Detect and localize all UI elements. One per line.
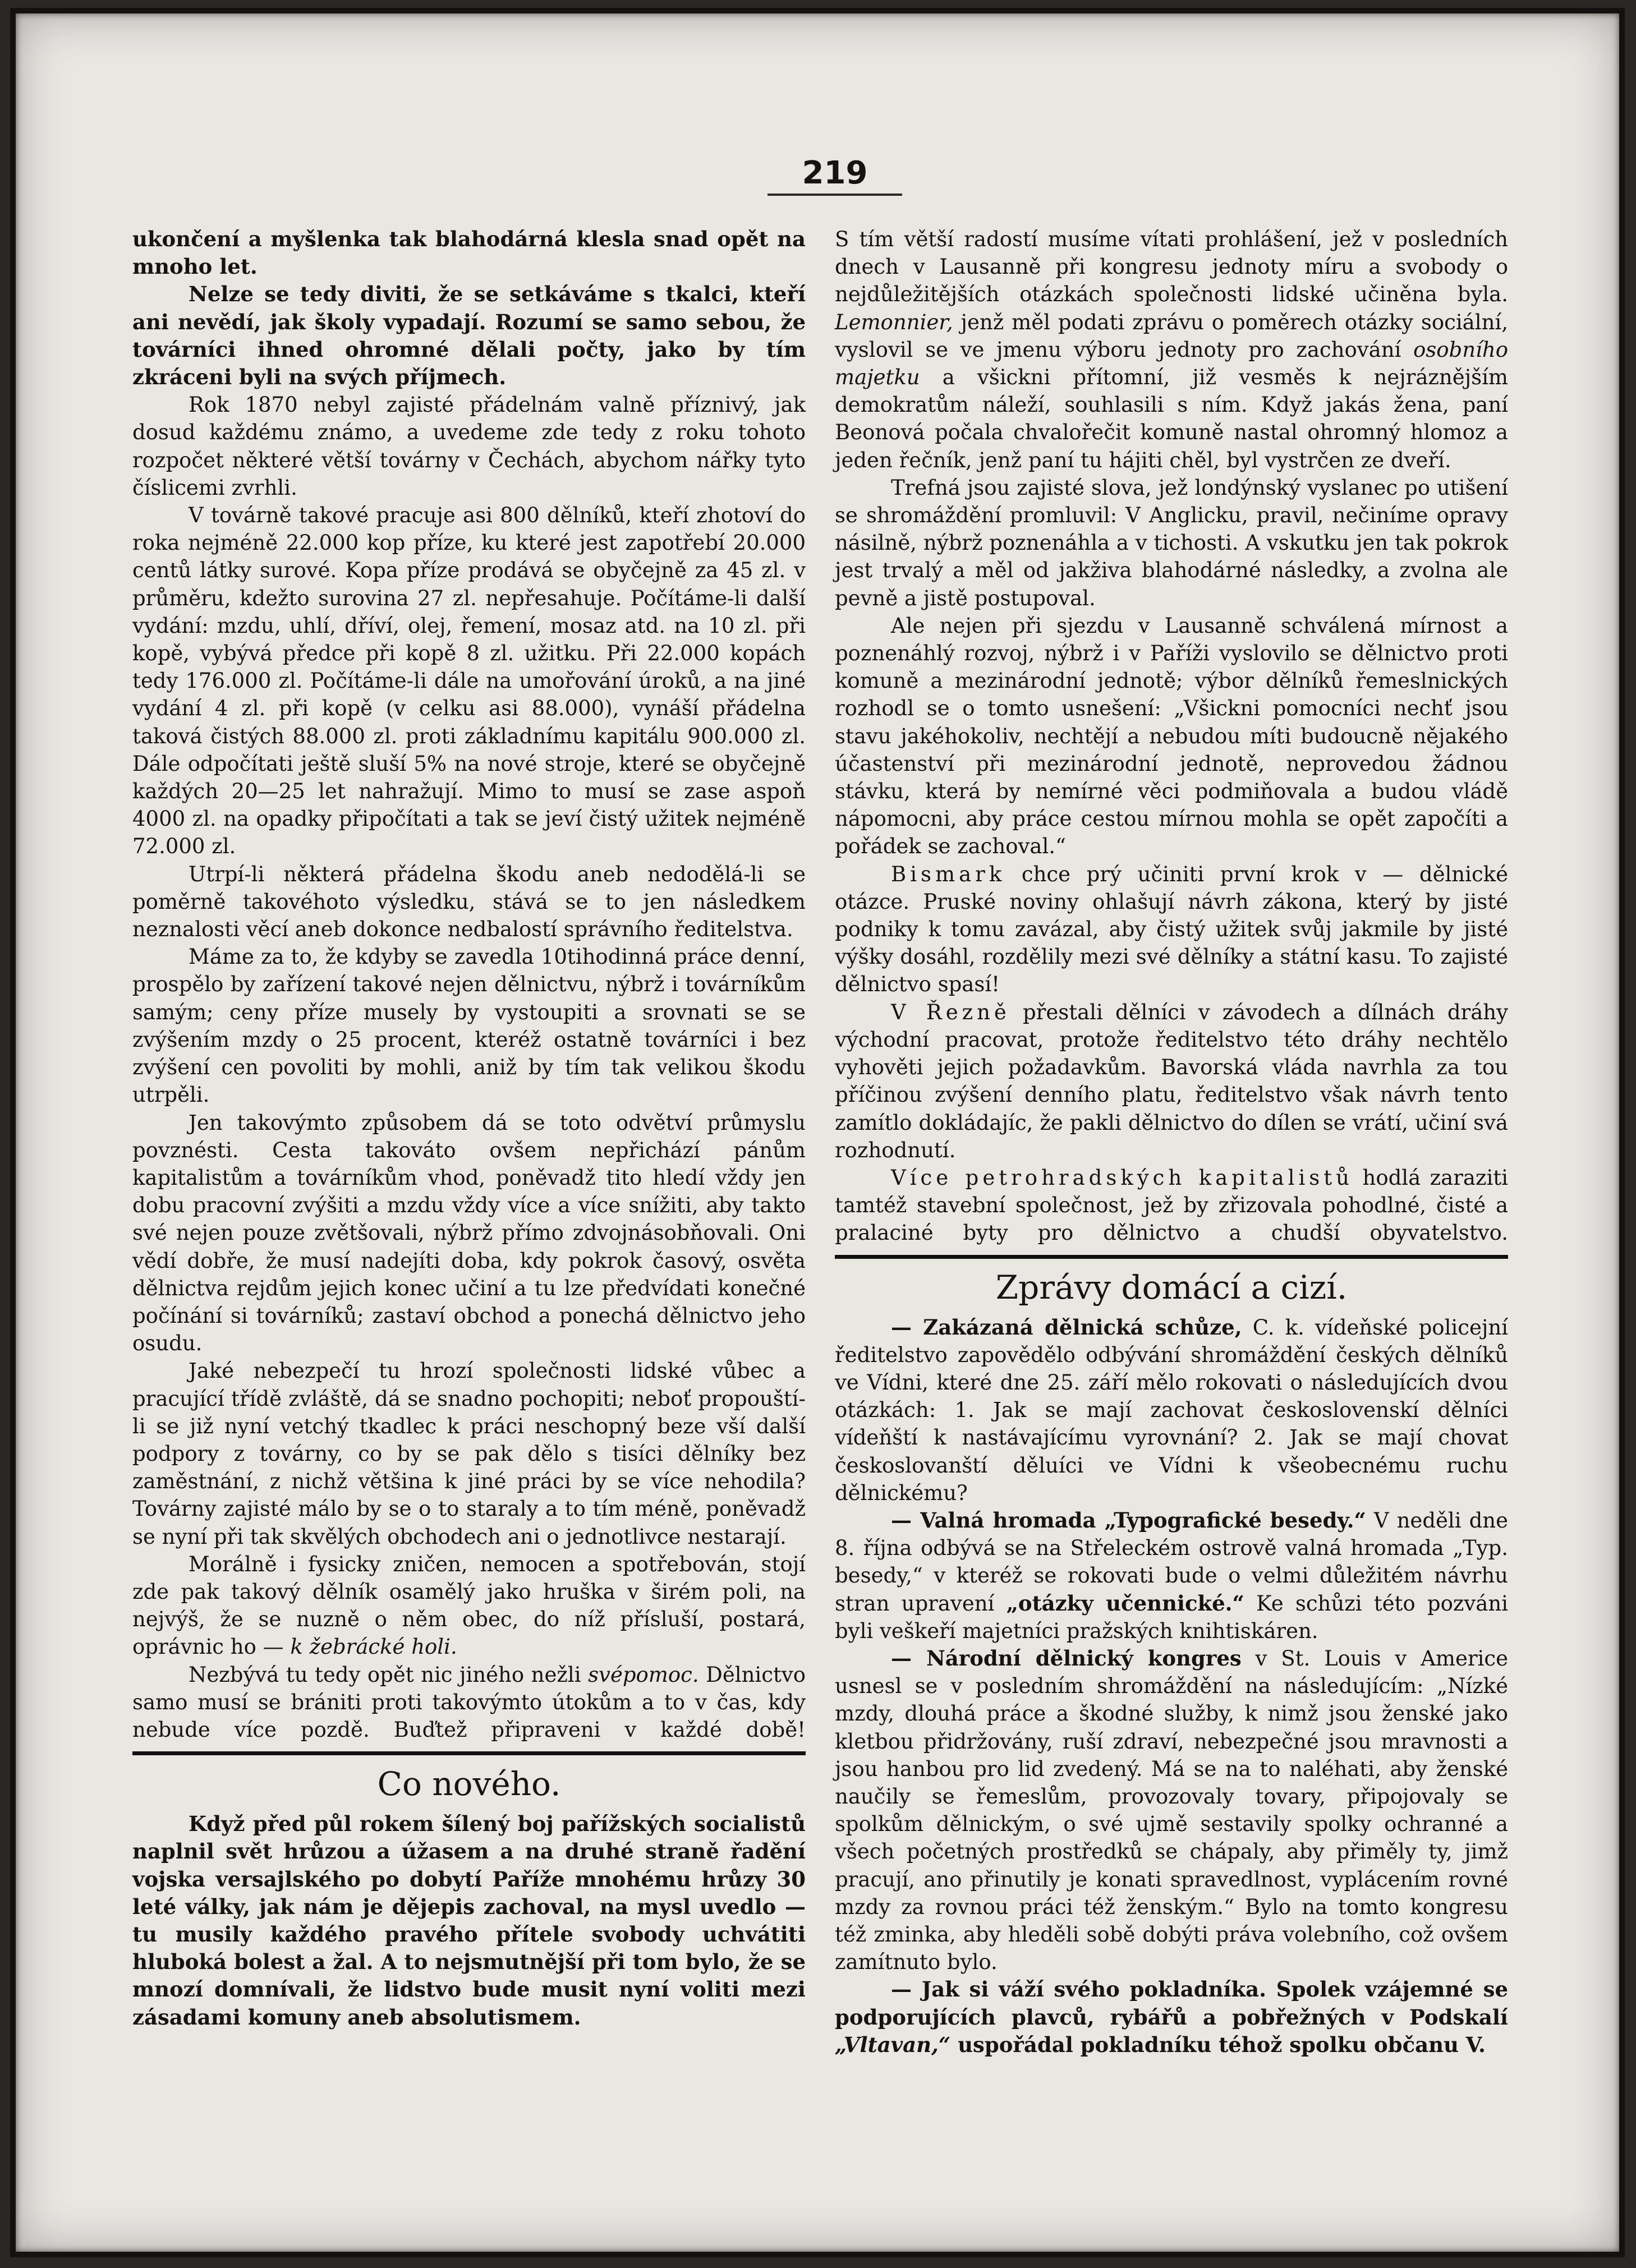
paragraph: ukončení a myšlenka tak blahodárná klesla snad opět na mnoho let. <box>132 227 806 279</box>
paragraph-text: jenž měl podati zprávu o poměrech otázky sociální, vyslovil se ve jmenu výboru jednoty pro zachování <box>835 310 1508 362</box>
paragraph-text: přestali dělníci v závodech a dílnách dráhy východní pracovat, protože ředitelstvo této dráhy nechtělo vyhověti jejich požadavkům. Bavorská vláda navrhla za tou příčinou zvýšení denního platu, ředitelstvo však návrh tento zamítlo dokládajíc, že pakli dělnictvo do dílen se vrátí, učiní svá rozhodnutí. <box>835 1000 1508 1162</box>
section-divider <box>835 1255 1508 1259</box>
paragraph-text: a všickni přítomní, již vesměs k nejráznějším demokratům náleží, souhlasili s ním. Když jakás žena, paní Beonová počala chvalořečit komuně nastal ohromný hlomoz a jeden řečník, jenž paní tu hájiti chěl, byl vystrčen ze dveří. <box>835 365 1508 472</box>
paragraph-text: S tím větší radostí musíme vítati prohlášení, jež v posledních dnech v Lausanně při kongresu jednoty míru a svobody o nejdůležitějších otázkách společnosti lidské učiněna byla. <box>835 227 1508 307</box>
paragraph <box>835 999 1508 1164</box>
paragraph-text: Dělnictvo samo musí se brániti proti takovýmto útokům a to v čas, kdy nebude více pozdě. Buďtež připraveni v každé době! <box>132 1662 806 1742</box>
news-item <box>835 1507 1508 1645</box>
news-title: — Valná hromada „Typografické besedy.“ <box>891 1507 1366 1533</box>
news-text: uspořádal pokladníku téhož spolku občanu V. <box>958 2032 1486 2057</box>
spaced-name: V Řezně <box>891 1000 1010 1024</box>
news-item <box>835 1645 1508 1976</box>
news-text: V neděli dne 8. října odbývá se na Střeleckém ostrově valná hromada „Typ. besedy,“ v kteréž se rokovati bude o velmi důležitém návrhu stran upravení <box>835 1508 1508 1616</box>
paragraph <box>132 1661 806 1744</box>
paragraph-text: Nezbývá tu tedy opět nic jiného nežli <box>189 1662 581 1687</box>
news-text: C. k. vídeňské policejní ředitelstvo zapovědělo odbývání shromáždění českých dělníků ve Vídni, které dne 25. září mělo rokovati o následujících dvou otázkách: 1. Jak se mají zachovat československí dělníci vídeňští k nastávajícímu vyrovnání? 2. Jak se mají chovat českoslovanští děluíci ve Vídni k všeobecnému ruchu dělnickému? <box>835 1315 1509 1505</box>
news-emphasis: „otázky učennické.“ <box>1006 1590 1244 1616</box>
news-text: Spolek vzájemné se podporujících plavců, rybářů a pobřežných v Podskalí <box>835 1977 1509 2030</box>
paragraph: Trefná jsou zajisté slova, jež londýnský vyslanec po utišení se shromáždění promluvil: V Anglicku, pravil, nečiníme opravy násilně, nýbrž poznenáhla a v tichosti. A vskutku jen tak pokrok jest trvalý a měl od jakživa blahodárné následky, a zvolna ale pevně a jistě postupoval. <box>835 475 1508 610</box>
news-emphasis: „Vltavan,“ <box>835 2032 951 2057</box>
emphasis-text: svépomoc. <box>588 1662 699 1687</box>
news-item <box>835 1976 1508 2059</box>
spaced-name: Bismark <box>891 862 1006 886</box>
news-item <box>835 1314 1508 1507</box>
news-title: — Národní dělnický kongres <box>891 1645 1242 1671</box>
news-text: v St. Louis v Americe usnesl se v posledním shromáždění na následujícím: „Nízké mzdy, dlouhá práce a škodné služby, k nimž jsou ženské jako kletbou přidržovány, ruší zdraví, nebezpečné jsou mravnosti a jsou hanbou pro lid zvedený. Má se na to naléhati, aby ženské naučily se řemeslům, provozovaly tovary, připojovaly se spolkům dělnickým, o své ujmě sestavily spolky ochranné a všech početných prostředků se chápaly, aby přiměly ty, jimž pracují, ano přinutily je konati spravedlnost, vyplácením rovné mzdy za rovnou práci též ženským.“ Bylo na tomto kongresu též zminka, aby hleděli sobě dobýti práva volebního, což ovšem zamítnuto bylo. <box>835 1646 1509 1975</box>
paragraph: V továrně takové pracuje asi 800 dělníků, kteří zhotoví do roka nejméně 22.000 kop příze, ku které jest zapotřebí 20.000 centů látky surové. Kopa příze prodává se obyčejně za 45 zl. v průměru, kdežto surovina 27 zl. nepřesahuje. Počítáme-li další vydání: mzdu, uhlí, dříví, olej, řemení, mosaz atd. na 10 zl. při kopě, vybývá předce při kopě 8 zl. užitku. Při 22.000 kopách tedy 176.000 zl. Počítáme-li dále na umořování úroků, a na jiné vydání 4 zl. při kopě (v celku asi 88.000), vynáší přádelna taková čistých 88.000 zl. proti základnímu kapitálu 900.000 zl. Dále odpočítati ještě sluší 5% na nové stroje, které se obyčejně každých 20—25 let nahražují. Mimo to musí se zase aspoň 4000 zl. na opadky připočítati a tak se jeví čistý užitek nejméně 72.000 zl. <box>132 503 806 859</box>
paragraph-text: Morálně i fysicky zničen, nemocen a spotřebován, stojí zde pak takový dělník osamělý jako hruška v širém poli, na nejvýš, že se nuzně o něm obec, do níž přísluší, postará, oprávnic ho — <box>132 1552 806 1659</box>
paragraph: Máme za to, že kdyby se zavedla 10tihodinná práce denní, prospělo by zařízení takové nejen dělnictvu, nýbrž i továrníkům samým; ceny příze musely by vystoupiti a srovnati se se zvýšením mzdy o 25 procent, kteréž ostatně továrníci i bez zvýšení cen povoliti by mohli, aniž by tím tak velikou škodu utrpěli. <box>132 945 806 1107</box>
paragraph <box>835 1164 1508 1247</box>
spaced-name: Více petrohradských kapitalistů <box>891 1165 1353 1190</box>
left-column <box>132 226 806 2031</box>
right-column <box>835 226 1508 2059</box>
paragraph <box>132 1551 806 1661</box>
news-title: — Zakázaná dělnická schůze, <box>891 1314 1242 1340</box>
paragraph: Utrpí-li některá přádelna škodu aneb nedodělá-li se poměrně takovéhoto výsledku, stává se to jen následkem neznalosti věcí aneb dokonce nedbalostí správního ředitelstva. <box>132 862 806 942</box>
section-heading: Co nového. <box>377 1765 561 1804</box>
paragraph: Jen takovýmto způsobem dá se toto odvětví průmyslu povznésti. Cesta takováto ovšem nepřichází pánům kapitalistům a továrníkům vhod, poněvadž tito hledí vždy jen dobu pracovní zvýšiti a mzdu vždy více a více snížiti, aby takto své nejen pouze zvětšovali, nýbrž přímo zdvojnásobňovali. Oni vědí dobře, že musí nadejíti doba, kdy pokrok časový, osvěta dělnictva rejdům jejich konec učiní a tu lze předvídati konečné počínání si továrníků; zastaví obchod a ponechá dělnictvo jeho osudu. <box>132 1110 806 1356</box>
section-heading: Zprávy domácí a cizí. <box>995 1268 1348 1306</box>
paragraph-text: chce prý učiniti první krok v — dělnické otázce. Pruské noviny ohlašují návrh zákona, který by jisté podniky k tomu zavázal, aby čistý užitek svůj jakmile by jisté výšky dosáhl, rozdělily mezi své dělníky a státní kasu. To zajisté dělnictvo spasí! <box>835 862 1508 997</box>
paragraph <box>835 226 1508 474</box>
paragraph: Nelze se tedy diviti, že se setkáváme s tkalci, kteří ani nevědí, jak školy vypadají. Rozumí se samo sebou, že továrníci ihned ohromné dělali počty, jako by tím zkráceni byli na svých příjmech. <box>132 282 806 390</box>
news-title: — Jak si váží svého pokladníka. <box>891 1977 1267 2002</box>
paragraph: Ale nejen při sjezdu v Lausanně schválená mírnost a poznenáhlý rozvoj, nýbrž i v Paříži vyslovilo se dělnictvo proti komuně a mezinárodní jednotě; výbor dělníků řemeslnických rozhodl se o tomto usnešení: „Všickni pomocníci nechť jsou stavu jakéhokoliv, nechtějí a nebudou míti budoucně nějakého účastenství při mezinárodní jednotě, neprovedou žádnou stávku, která by nemírné věci podmiňovala a budou vládě nápomocni, aby práce cestou mírnou mohla se opět započíti a pořádek se zachoval.“ <box>835 613 1508 859</box>
section-divider <box>132 1751 806 1755</box>
emphasis-text: osobního majetku <box>835 337 1508 390</box>
paragraph-text: hodlá zaraziti tamtéž stavební společnost, jež by zřizovala pohodlné, čisté a pralaciné byty pro dělnictvo a chudší obyvatelstvo. <box>835 1165 1508 1245</box>
emphasis-text: k žebrácké holi. <box>290 1635 457 1659</box>
page-number: 219 <box>768 155 902 196</box>
paragraph: Rok 1870 nebyl zajisté přádelnám valně příznivý, jak dosud každému známo, a uvedeme zde tedy z roku tohoto rozpočet některé větší továrny v Čechách, abychom nářky tyto číslicemi zvrhli. <box>132 393 806 500</box>
newspaper-page <box>10 8 1625 2257</box>
emphasis-text: Lemonnier, <box>835 310 953 334</box>
paragraph <box>835 861 1508 999</box>
news-paragraph: Když před půl rokem šílený boj pařížských socialistů naplnil svět hrůzou a úžasem a na druhé straně řadění vojska versajlského po dobytí Paříže mnohému hrůzy 30 leté války, jak nám je dějepis zachoval, na mysl uvedlo — tu musily každého pravého přítele svobody uchvátiti hluboká bolest a žal. A to nejsmutnější při tom bylo, že se mnozí domnívali, že lidstvo bude musit nyní voliti mezi zásadami komuny aneb absolutismem. <box>132 1811 806 2030</box>
paragraph: Jaké nebezpečí tu hrozí společnosti lidské vůbec a pracující třídě zvláště, dá se snadno pochopiti; neboť propouští-li se již nyní vetchý tkadlec k práci neschopný beze vší další podpory z továrny, co by se pak dělo s tisíci dělníky bez zaměstnání, z nichž většina k jiné práci by se více nehodila? Továrny zajisté málo by se o to staraly a to tím méně, poněvadž se nyní při tak skvělých obchodech ani o jednotlivce nestarají. <box>132 1359 806 1549</box>
news-text: Ke schůzi této pozváni byli veškeří majetníci pražských knihtiskáren. <box>835 1591 1508 1643</box>
